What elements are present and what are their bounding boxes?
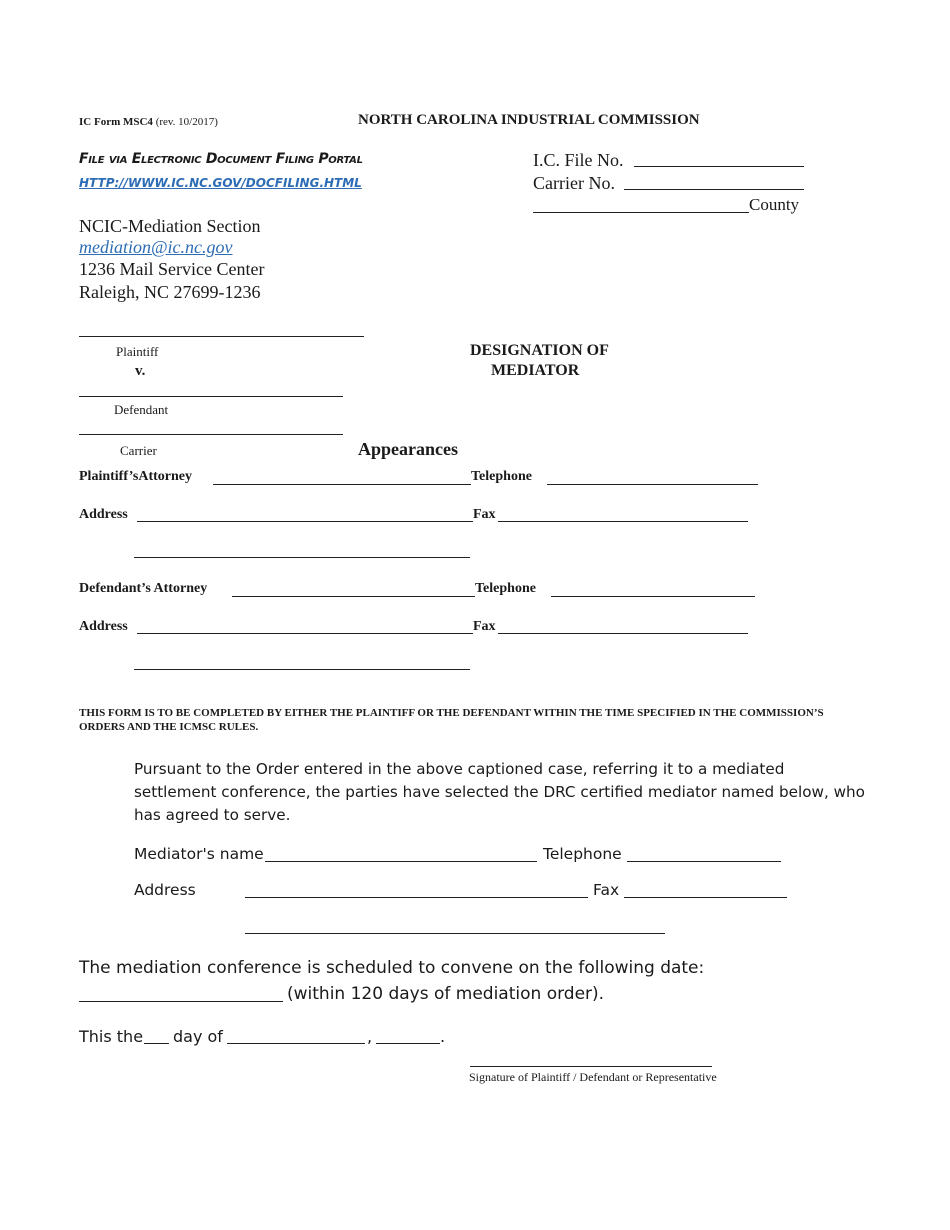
carrier-name-label: Carrier xyxy=(120,443,157,458)
completion-notice: THIS FORM IS TO BE COMPLETED BY EITHER THE PLAINTIFF OR THE DEFENDANT WITHIN THE TIME SPECIFIED IN THE COMMISSION’S ORDERS AND THE ICMSC RULES. xyxy=(79,707,824,733)
defendant-address-field[interactable] xyxy=(137,633,473,634)
date-period: . xyxy=(440,1027,446,1046)
portal-link[interactable]: HTTP://WWW.IC.NC.GOV/DOCFILING.HTML xyxy=(79,176,362,190)
county-field[interactable] xyxy=(533,212,749,213)
portal-title: File via Electronic Document Filing Portal xyxy=(79,151,363,167)
defendant-field[interactable] xyxy=(79,396,343,397)
commission-title: NORTH CAROLINA INDUSTRIAL COMMISSION xyxy=(358,112,700,128)
city-address: Raleigh, NC 27699-1236 xyxy=(79,282,261,302)
mediator-name-label: Mediator's name xyxy=(134,845,264,863)
form-id xyxy=(79,116,218,128)
mediation-paragraph: Pursuant to the Order entered in the above captioned case, referring it to a mediated settlement conference, the parties have selected the DRC certified mediator named below, who has agreed to serve. xyxy=(134,760,865,824)
date-comma: , xyxy=(367,1027,373,1046)
plaintiff-address-field-2[interactable] xyxy=(134,557,470,558)
defendant-address-label: Address xyxy=(79,619,128,634)
this-the-label: This the xyxy=(79,1027,144,1046)
mediator-address-field[interactable] xyxy=(245,897,588,898)
year-field[interactable] xyxy=(376,1043,440,1044)
carrier-field[interactable] xyxy=(624,189,804,190)
street-address: 1236 Mail Service Center xyxy=(79,259,265,279)
defendant-fax-label: Fax xyxy=(473,619,496,634)
carrier-name-field[interactable] xyxy=(79,434,343,435)
section-name: NCIC-Mediation Section xyxy=(79,216,261,236)
mediator-address-label: Address xyxy=(134,881,196,899)
schedule-text: The mediation conference is scheduled to convene on the following date: xyxy=(79,958,705,978)
plaintiff-attorney-field[interactable] xyxy=(213,484,471,485)
plaintiff-address-field[interactable] xyxy=(137,521,473,522)
plaintiff-fax-label: Fax xyxy=(473,507,496,522)
defendant-address-field-2[interactable] xyxy=(134,669,470,670)
ic-file-label: I.C. File No. xyxy=(533,150,624,170)
schedule-date-field[interactable] xyxy=(79,1001,283,1002)
defendant-telephone-field[interactable] xyxy=(551,596,755,597)
mediator-telephone-label: Telephone xyxy=(543,845,622,863)
defendant-attorney-label: Defendant’s Attorney xyxy=(79,581,208,596)
ic-file-field[interactable] xyxy=(634,166,804,167)
plaintiff-fax-field[interactable] xyxy=(498,521,748,522)
schedule-deadline-text: (within 120 days of mediation order). xyxy=(287,984,605,1004)
mediator-telephone-field[interactable] xyxy=(627,861,781,862)
defendant-attorney-field[interactable] xyxy=(232,596,475,597)
signature-field[interactable] xyxy=(470,1066,712,1067)
plaintiff-telephone-label: Telephone xyxy=(471,469,532,484)
mediator-name-field[interactable] xyxy=(265,861,537,862)
carrier-label: Carrier No. xyxy=(533,173,615,193)
defendant-label: Defendant xyxy=(114,402,169,417)
plaintiff-address-label: Address xyxy=(79,507,128,522)
day-of-label: day of xyxy=(173,1027,223,1046)
defendant-fax-field[interactable] xyxy=(498,633,748,634)
versus-label: v. xyxy=(135,363,146,379)
signature-label: Signature of Plaintiff / Defendant or Representative xyxy=(469,1070,717,1084)
mediator-address-field-2[interactable] xyxy=(245,933,665,934)
mediator-fax-label: Fax xyxy=(593,881,620,899)
plaintiff-attorney-label: Plaintiff’sAttorney xyxy=(79,469,193,484)
email-link[interactable]: mediation@ic.nc.gov xyxy=(79,237,233,257)
form-number: IC Form MSC4 xyxy=(79,116,153,128)
plaintiff-label: Plaintiff xyxy=(116,344,159,359)
appearances-heading: Appearances xyxy=(358,439,458,459)
form-revision: (rev. 10/2017) xyxy=(155,116,218,128)
mediator-fax-field[interactable] xyxy=(624,897,787,898)
document-title-line1: DESIGNATION OF xyxy=(470,342,609,359)
document-title-line2: MEDIATOR xyxy=(491,362,580,379)
county-label: County xyxy=(749,195,800,214)
defendant-telephone-label: Telephone xyxy=(475,581,536,596)
day-field[interactable] xyxy=(144,1043,169,1044)
month-field[interactable] xyxy=(227,1043,365,1044)
plaintiff-telephone-field[interactable] xyxy=(547,484,758,485)
plaintiff-field[interactable] xyxy=(79,336,364,337)
